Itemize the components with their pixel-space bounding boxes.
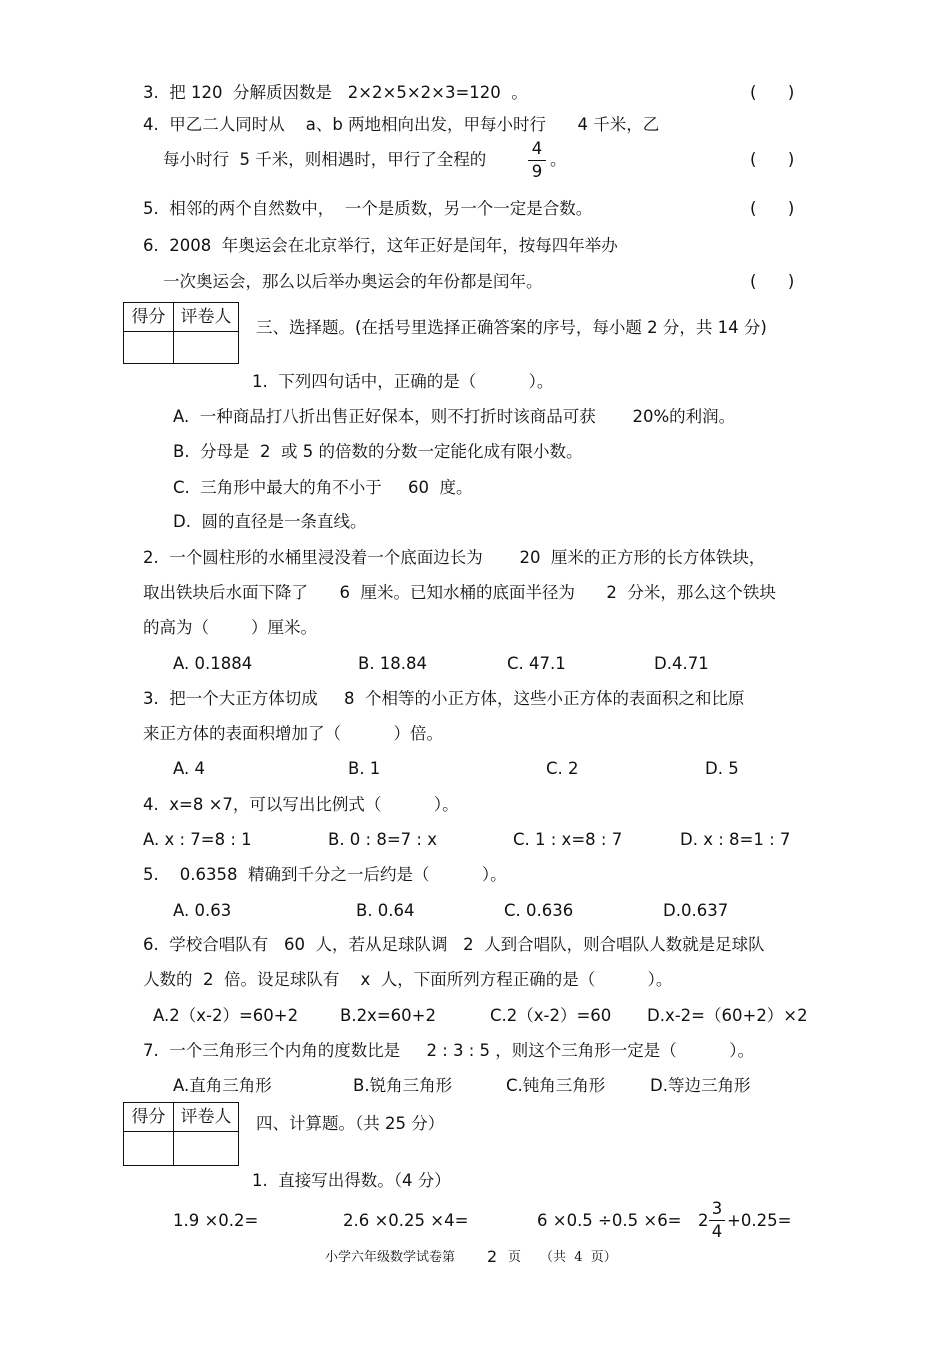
s3-q3-option-c[interactable]: C. 2 [546, 759, 579, 778]
s3-q5-option-a[interactable]: A. 0.63 [173, 901, 232, 920]
judge-q4-fraction [528, 139, 546, 182]
s4-expression-4-fraction [709, 1199, 725, 1242]
score-header: 得分 [124, 1103, 174, 1132]
s3-q3-option-b[interactable]: B. 1 [348, 759, 381, 778]
s3-q1-option-b[interactable]: B. 分母是 2 或 5 的倍数的分数一定能化成有限小数。 [173, 442, 583, 461]
fraction-denominator: 9 [531, 162, 543, 181]
s3-q4-option-c[interactable]: C. 1 : x=8 : 7 [513, 830, 623, 849]
grader-header: 评卷人 [174, 303, 238, 332]
grader-header: 评卷人 [174, 1103, 238, 1132]
judge-q4-line1: 4. 甲乙二人同时从 a、b 两地相向出发，甲每小时行 4 千米，乙 [143, 115, 660, 134]
s3-q6-line1: 6. 学校合唱队有 60 人，若从足球队调 2 人到合唱队，则合唱队人数就是足球队 [143, 935, 765, 954]
s4-expression-1: 1.9 ×0.2= [173, 1211, 259, 1230]
score-box-section4 [123, 1102, 239, 1166]
footer-total-pages: （共 4 页） [540, 1250, 617, 1265]
fraction-bar [528, 160, 546, 161]
s3-q5-option-d[interactable]: D.0.637 [663, 901, 729, 920]
judge-q5-answer-paren[interactable]: ( ) [750, 199, 795, 218]
s4-expression-3: 6 ×0.5 ÷0.5 ×6= [537, 1211, 682, 1230]
s3-q7-option-d[interactable]: D.等边三角形 [650, 1076, 751, 1095]
s3-q1-option-a[interactable]: A. 一种商品打八折出售正好保本，则不打折时该商品可获 20%的利润。 [173, 407, 736, 426]
s3-q7-option-c[interactable]: C.钝角三角形 [506, 1076, 606, 1095]
judge-q6-answer-paren[interactable]: ( ) [750, 272, 795, 291]
judge-q4-tail: 。 [550, 150, 567, 169]
fraction-numerator: 4 [531, 139, 543, 158]
s3-q7-option-a[interactable]: A.直角三角形 [173, 1076, 272, 1095]
judge-q6-line2: 一次奥运会，那么以后举办奥运会的年份都是闰年。 [163, 272, 543, 291]
s3-q2-line1: 2. 一个圆柱形的水桶里浸没着一个底面边长为 20 厘米的正方形的长方体铁块， [143, 548, 766, 567]
s4-q1-stem: 1. 直接写出得数。（4 分） [252, 1171, 451, 1190]
judge-q4-line2: 每小时行 5 千米，则相遇时，甲行了全程的 [163, 150, 487, 169]
s3-q3-option-a[interactable]: A. 4 [173, 759, 205, 778]
s3-q3-line1: 3. 把一个大正方体切成 8 个相等的小正方体，这些小正方体的表面积之和比原 [143, 689, 745, 708]
s3-q1-option-d[interactable]: D. 圆的直径是一条直线。 [173, 512, 367, 531]
s3-q2-line2: 取出铁块后水面下降了 6 厘米。已知水桶的底面半径为 2 分米，那么这个铁块 [143, 583, 776, 602]
section4-title: 四、计算题。（共 25 分） [256, 1114, 445, 1133]
s3-q7-option-b[interactable]: B.锐角三角形 [353, 1076, 453, 1095]
s3-q2-option-c[interactable]: C. 47.1 [507, 654, 566, 673]
s3-q5-option-c[interactable]: C. 0.636 [504, 901, 574, 920]
s3-q4-option-d[interactable]: D. x : 8=1 : 7 [680, 830, 791, 849]
score-box-divider [173, 331, 174, 363]
judge-q3-answer-paren[interactable]: ( ) [750, 83, 795, 102]
fraction-numerator: 3 [711, 1199, 723, 1218]
s3-q6-option-a[interactable]: A.2（x-2）=60+2 [153, 1006, 299, 1025]
score-header: 得分 [124, 303, 174, 332]
section3-title: 三、选择题。(在括号里选择正确答案的序号，每小题 2 分，共 14 分) [256, 318, 767, 337]
s3-q7-line1: 7. 一个三角形三个内角的度数比是 2 : 3 : 5 ，则这个三角形一定是（ ）。 [143, 1041, 754, 1060]
footer-page-number: 2 [487, 1247, 498, 1266]
s3-q5-option-b[interactable]: B. 0.64 [356, 901, 415, 920]
s3-q4-option-b[interactable]: B. 0 : 8=7 : x [328, 830, 437, 849]
s3-q2-option-d[interactable]: D.4.71 [654, 654, 709, 673]
s3-q2-line3: 的高为（ ）厘米。 [143, 618, 317, 637]
score-box-divider [173, 1131, 174, 1165]
s3-q6-option-b[interactable]: B.2x=60+2 [340, 1006, 436, 1025]
score-box-section3 [123, 302, 239, 364]
s3-q2-option-a[interactable]: A. 0.1884 [173, 654, 253, 673]
s3-q4-option-a[interactable]: A. x : 7=8 : 1 [143, 830, 252, 849]
s3-q2-option-b[interactable]: B. 18.84 [358, 654, 428, 673]
footer-page-label: 页 [508, 1250, 522, 1265]
s3-q6-line2: 人数的 2 倍。设足球队有 x 人，下面所列方程正确的是（ ）。 [143, 970, 673, 989]
judge-q6-line1: 6. 2008 年奥运会在北京举行，这年正好是闰年，按每四年举办 [143, 236, 618, 255]
s3-q3-option-d[interactable]: D. 5 [705, 759, 739, 778]
fraction-bar [709, 1220, 725, 1221]
judge-q5-text: 5. 相邻的两个自然数中， 一个是质数，另一个一定是合数。 [143, 199, 593, 218]
s4-expression-4-whole: 2 [698, 1211, 709, 1230]
s3-q6-option-c[interactable]: C.2（x-2）=60 [490, 1006, 612, 1025]
footer-prefix: 小学六年级数学试卷第 [325, 1250, 456, 1265]
judge-q4-answer-paren[interactable]: ( ) [750, 150, 795, 169]
judge-q3-text: 3. 把 120 分解质因数是 2×2×5×2×3=120 。 [143, 83, 528, 102]
s3-q6-option-d[interactable]: D.x-2=（60+2）×2 [647, 1006, 808, 1025]
s3-q3-line2: 来正方体的表面积增加了（ ）倍。 [143, 724, 443, 743]
s3-q5-line1: 5. 0.6358 精确到千分之一后约是（ ）。 [143, 865, 507, 884]
fraction-denominator: 4 [711, 1222, 723, 1241]
s4-expression-2: 2.6 ×0.25 ×4= [343, 1211, 469, 1230]
s3-q1-stem: 1. 下列四句话中，正确的是（ ）。 [252, 372, 554, 391]
s4-expression-4-tail: +0.25= [727, 1211, 792, 1230]
s3-q1-option-c[interactable]: C. 三角形中最大的角不小于 60 度。 [173, 478, 473, 497]
s3-q4-line1: 4. x=8 ×7，可以写出比例式（ ）。 [143, 795, 459, 814]
